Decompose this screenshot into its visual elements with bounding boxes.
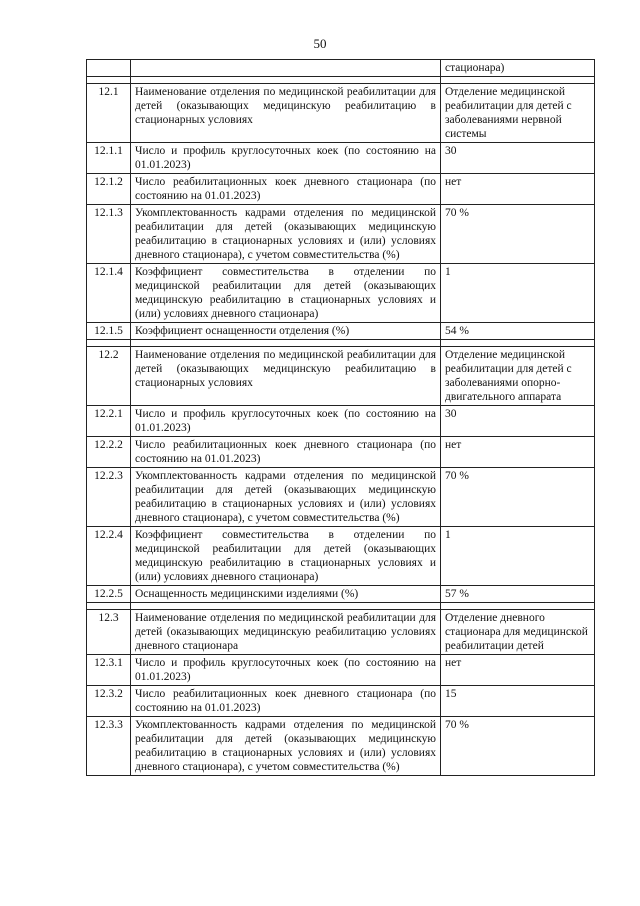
- gap-cell: [131, 603, 441, 610]
- indicator-value-cell: 70 %: [441, 468, 595, 527]
- indicator-name-cell: Коэффициент совместительства в отделении по медицинской реабилитации для детей (оказывающих медицинскую реабилитацию в стационарных условиях и (или) условиях дневного стационара): [131, 527, 441, 586]
- page-number: 50: [313, 36, 327, 51]
- table-row: [87, 468, 595, 527]
- row-number-cell: 12.1.2: [87, 174, 131, 205]
- gap-cell: [87, 77, 131, 84]
- gap-cell: [131, 340, 441, 347]
- gap-cell: [131, 77, 441, 84]
- indicator-name-cell: Число и профиль круглосуточных коек (по состоянию на 01.01.2023): [131, 406, 441, 437]
- gap-cell: [441, 340, 595, 347]
- table-row: [87, 686, 595, 717]
- indicator-name-cell: Коэффициент оснащенности отделения (%): [131, 323, 441, 340]
- table-row: [87, 347, 595, 406]
- row-number-cell: 12.2.1: [87, 406, 131, 437]
- indicator-name-cell: Число реабилитационных коек дневного стационара (по состоянию на 01.01.2023): [131, 686, 441, 717]
- row-number-cell: 12.2: [87, 347, 131, 406]
- table-row: [87, 174, 595, 205]
- gap-cell: [441, 603, 595, 610]
- table-row: [87, 60, 595, 77]
- row-number-cell: 12.2.5: [87, 586, 131, 603]
- row-number-cell: 12.3.1: [87, 655, 131, 686]
- indicator-name-cell: Укомплектованность кадрами отделения по медицинской реабилитации для детей (оказывающих медицинскую реабилитацию в стационарных условиях и (или) условиях дневного стационара), с учетом совместительства (%): [131, 717, 441, 776]
- indicator-value-cell: 70 %: [441, 717, 595, 776]
- indicator-name-cell: [131, 60, 441, 77]
- indicators-table: [86, 59, 595, 776]
- indicator-name-cell: Оснащенность медицинскими изделиями (%): [131, 586, 441, 603]
- indicator-name-cell: Коэффициент совместительства в отделении по медицинской реабилитации для детей (оказывающих медицинскую реабилитацию в стационарных условиях и (или) условиях дневного стационара): [131, 264, 441, 323]
- indicator-value-cell: 15: [441, 686, 595, 717]
- indicator-name-cell: Число реабилитационных коек дневного стационара (по состоянию на 01.01.2023): [131, 437, 441, 468]
- table-body: [87, 60, 595, 776]
- table-row: [87, 717, 595, 776]
- table-row: [87, 655, 595, 686]
- gap-cell: [87, 603, 131, 610]
- row-number-cell: 12.2.4: [87, 527, 131, 586]
- row-number-cell: 12.1.1: [87, 143, 131, 174]
- indicator-value-cell: 30: [441, 406, 595, 437]
- table-row: [87, 586, 595, 603]
- indicator-value-cell: 1: [441, 264, 595, 323]
- row-number-cell: 12.3.3: [87, 717, 131, 776]
- indicator-value-cell: Отделение дневного стационара для медицинской реабилитации детей: [441, 610, 595, 655]
- table-row: [87, 437, 595, 468]
- indicator-value-cell: Отделение медицинской реабилитации для детей с заболеваниями нервной системы: [441, 84, 595, 143]
- row-number-cell: 12.1.5: [87, 323, 131, 340]
- table-row: [87, 143, 595, 174]
- indicator-value-cell: стационара): [441, 60, 595, 77]
- indicator-value-cell: нет: [441, 437, 595, 468]
- indicator-name-cell: Наименование отделения по медицинской реабилитации для детей (оказывающих медицинскую реабилитацию условиях дневного стационара: [131, 610, 441, 655]
- row-number-cell: 12.3.2: [87, 686, 131, 717]
- indicator-name-cell: Число и профиль круглосуточных коек (по состоянию на 01.01.2023): [131, 655, 441, 686]
- indicator-name-cell: Наименование отделения по медицинской реабилитации для детей (оказывающих медицинскую реабилитацию в стационарных условиях: [131, 347, 441, 406]
- indicator-value-cell: 70 %: [441, 205, 595, 264]
- section-gap-row: [87, 77, 595, 84]
- indicator-name-cell: Число реабилитационных коек дневного стационара (по состоянию на 01.01.2023): [131, 174, 441, 205]
- indicator-value-cell: нет: [441, 655, 595, 686]
- indicator-value-cell: 57 %: [441, 586, 595, 603]
- row-number-cell: 12.1: [87, 84, 131, 143]
- gap-cell: [441, 77, 595, 84]
- row-number-cell: 12.1.4: [87, 264, 131, 323]
- indicator-name-cell: Укомплектованность кадрами отделения по медицинской реабилитации для детей (оказывающих медицинскую реабилитацию в стационарных условиях и (или) условиях дневного стационара), с учетом совместительства (%): [131, 205, 441, 264]
- indicator-value-cell: 54 %: [441, 323, 595, 340]
- indicator-name-cell: Наименование отделения по медицинской реабилитации для детей (оказывающих медицинскую реабилитацию в стационарных условиях: [131, 84, 441, 143]
- row-number-cell: [87, 60, 131, 77]
- gap-cell: [87, 340, 131, 347]
- indicator-name-cell: Число и профиль круглосуточных коек (по состоянию на 01.01.2023): [131, 143, 441, 174]
- row-number-cell: 12.2.2: [87, 437, 131, 468]
- table-row: [87, 205, 595, 264]
- table-row: [87, 264, 595, 323]
- indicator-value-cell: нет: [441, 174, 595, 205]
- section-gap-row: [87, 340, 595, 347]
- row-number-cell: 12.3: [87, 610, 131, 655]
- indicator-value-cell: 30: [441, 143, 595, 174]
- table-row: [87, 406, 595, 437]
- table-row: [87, 527, 595, 586]
- row-number-cell: 12.2.3: [87, 468, 131, 527]
- table-row: [87, 84, 595, 143]
- section-gap-row: [87, 603, 595, 610]
- indicator-value-cell: 1: [441, 527, 595, 586]
- row-number-cell: 12.1.3: [87, 205, 131, 264]
- indicator-value-cell: Отделение медицинской реабилитации для детей с заболеваниями опорно-двигательного аппарата: [441, 347, 595, 406]
- table-row: [87, 610, 595, 655]
- indicator-name-cell: Укомплектованность кадрами отделения по медицинской реабилитации для детей (оказывающих медицинскую реабилитацию в стационарных условиях и (или) условиях дневного стационара), с учетом совместительства (%): [131, 468, 441, 527]
- table-row: [87, 323, 595, 340]
